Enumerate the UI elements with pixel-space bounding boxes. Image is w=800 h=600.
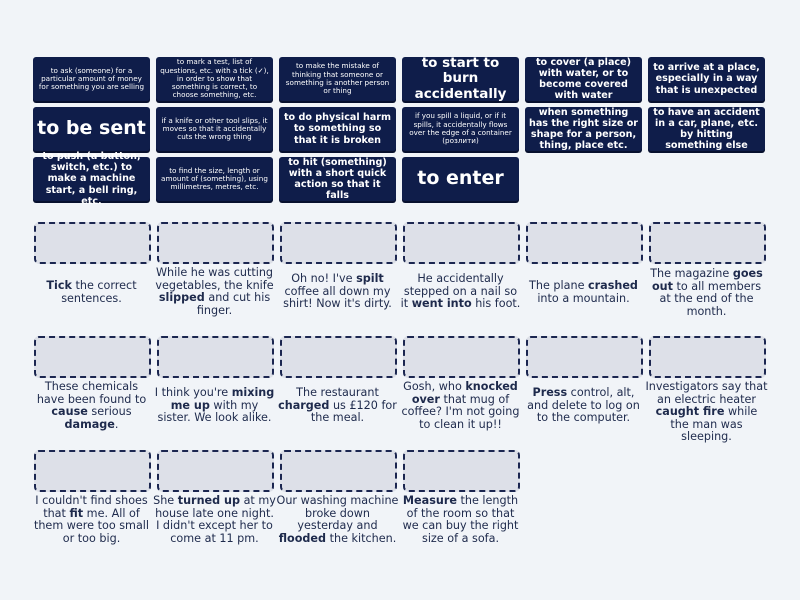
sentence-keyword: Measure [402,494,457,507]
sentence-fragment: I think you're [154,386,232,399]
drop-slot[interactable] [34,336,151,378]
sentence-keyword: Press [532,386,568,399]
tile-text: to make the mistake of thinking that someone or something is another person or thing [285,61,390,96]
tile-text: to cover (a place) with water, or to become covered with water [535,56,632,102]
sentence-fragment: Our washing machine broke down yesterday and [276,494,399,533]
definition-tile-tick[interactable] [156,57,273,101]
sentence-fragment: I couldn't find shoes that [35,494,148,520]
tile-text: to find the size, length or amount of (something), using millimetres, metres, etc. [161,165,268,192]
drop-slot[interactable] [403,222,520,264]
sentence-fragment: and cut his finger. [196,291,271,317]
tile-text: to ask (someone) for a particular amount of money for something you are selling [38,65,145,92]
drop-slot[interactable] [34,222,151,264]
sentence-fragment: me. All of them were too small or too big. [33,506,150,545]
sentence-keyword: damage [64,417,115,431]
sentence-text [522,280,645,305]
sentence-fragment: that mug of coffee? I'm not going to clean it up!! [401,392,520,431]
definition-tile-slip[interactable] [156,107,273,151]
definition-tile-damage[interactable] [279,107,396,151]
sentence-fragment: the kitchen. [326,531,397,545]
drop-slot[interactable] [157,222,274,264]
sentence-fragment: These chemicals have been found to [36,380,147,406]
sentence-text [645,381,768,444]
sentence-text [645,268,768,318]
tile-text: to hit (something) with a short quick action so that it falls [288,156,387,202]
definition-tile-turn-up[interactable] [648,57,765,101]
definition-tile-crash[interactable] [648,107,765,151]
sentence-fragment: Oh no! I've [291,272,357,285]
tile-text: to start to burn accidentally [414,54,507,102]
sentence-keyword: Tick [46,279,72,292]
sentence-keyword: caught fire [655,405,725,419]
sentence-fragment: While he was cutting vegetables, the knife [155,266,274,292]
sentence-keyword: went into [411,297,472,311]
definition-tile-measure[interactable] [156,157,273,201]
drop-slot[interactable] [403,336,520,378]
sentence-fragment: He accidentally stepped on a nail so it [400,272,518,311]
tile-text: to be sent [37,117,146,140]
drop-slot[interactable] [526,222,643,264]
sentence-fragment: She [153,494,178,507]
sentence-keyword: charged [278,398,330,412]
sentence-fragment: us £120 for the meal. [310,398,397,425]
definition-tile-flood[interactable] [525,57,642,101]
sentence-fragment: the length of the room so that we can buy the right size of a sofa. [402,494,519,545]
sentence-text [153,387,276,425]
sentence-fragment: while the man was sleeping. [670,405,758,444]
tile-text: if you spill a liquid, or if it spills, it accidentally flows over the edge of a container (розлити) [409,111,512,146]
sentence-fragment: The plane [529,279,589,292]
sentence-text [399,273,522,311]
sentence-fragment: Gosh, who [403,380,466,393]
drop-slot[interactable] [649,336,766,378]
sentence-keyword: spilt [356,272,384,285]
definition-tile-mix-up[interactable] [279,57,396,101]
sentence-text [399,495,522,545]
tile-text: to arrive at a place, especially in a way that is unexpected [653,62,760,96]
definition-tile-knock-over[interactable] [279,157,396,201]
sentence-text [399,381,522,431]
drop-slot[interactable] [34,450,151,492]
definition-tile-go-out[interactable] [33,107,150,151]
sentence-fragment: serious [87,405,132,419]
sentence-text [30,495,153,545]
sentence-fragment: into a mountain. [537,291,630,305]
definition-tile-fit[interactable] [525,107,642,151]
tile-text: when something has the right size or shape for a person, thing, place etc. [529,106,639,152]
sentence-text [276,495,399,545]
sentence-keyword: slipped [158,291,205,305]
sentence-fragment: The magazine [650,267,733,280]
sentence-fragment: the correct sentences. [61,279,137,305]
drop-slot[interactable] [280,336,397,378]
sentence-fragment: The restaurant [296,386,379,399]
definition-tile-charge[interactable] [33,57,150,101]
sentence-keyword: turned up [177,494,241,507]
sentence-fragment: coffee all down my shirt! Now it's dirty. [283,284,392,311]
tile-text: if a knife or other tool slips, it moves so that it accidentally cuts the wrong thing [161,115,268,142]
drop-slot[interactable] [280,222,397,264]
sentence-text [30,280,153,305]
definition-tile-go-into[interactable] [402,157,519,201]
tile-text: to do physical harm to something so that it is broken [283,112,392,146]
drop-slot[interactable] [649,222,766,264]
tile-text: to mark a test, list of questions, etc. with a tick (✓), in order to show that something is correct, to choose something, etc. [160,57,269,100]
sentence-text [276,273,399,311]
sentence-keyword: mixing me up [170,386,275,412]
drop-slot[interactable] [403,450,520,492]
sentence-fragment: at my house late one night. I didn't except her to come at 11 pm. [155,494,276,545]
drop-slot[interactable] [526,336,643,378]
sentence-keyword: cause [51,405,88,419]
sentence-fragment: with my sister. We look alike. [157,398,272,425]
sentence-text [522,387,645,425]
sentence-keyword: fit [69,506,84,520]
sentence-text [30,381,153,431]
tile-text: to push (a button, switch, etc.) to make a machine start, a bell ring, etc. [42,151,141,207]
sentence-text [153,495,276,545]
tile-text: to have an accident in a car, plane, etc. by hitting something else [653,106,760,152]
drop-slot[interactable] [157,336,274,378]
sentence-keyword: goes out [651,267,763,293]
definition-tile-press[interactable] [33,151,150,207]
sentence-text [276,387,399,425]
sentence-fragment: . [114,417,119,431]
drop-slot[interactable] [157,450,274,492]
sentence-fragment: control, alt, and delete to log on to the computer. [527,386,640,425]
definition-tile-catch-fire[interactable] [402,54,519,102]
sentence-text [153,267,276,317]
definition-tile-spill[interactable] [402,107,519,151]
sentence-keyword: crashed [588,279,638,292]
sentence-keyword: flooded [278,531,327,545]
sentence-fragment: his foot. [471,297,521,311]
drop-slot[interactable] [280,450,397,492]
sentence-fragment: to all members at the end of the month. [659,279,762,318]
sentence-keyword: knocked over [411,380,518,406]
tile-text: to enter [417,167,504,190]
sentence-fragment: Investigators say that an electric heater [645,380,768,406]
